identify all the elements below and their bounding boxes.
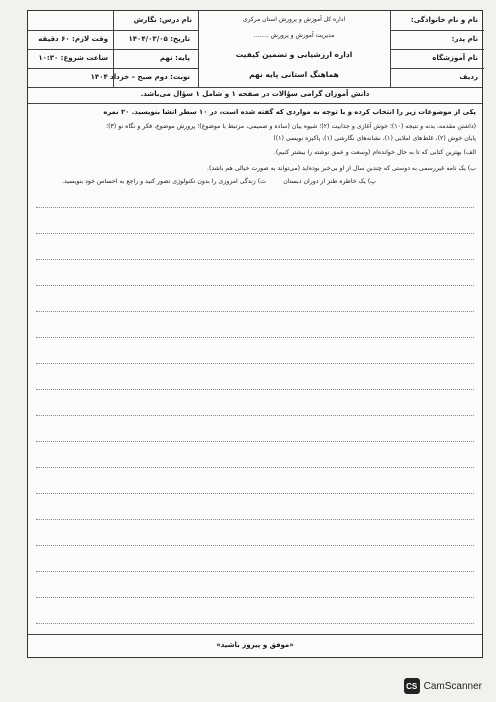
writing-line: [36, 311, 474, 312]
writing-line: [36, 623, 474, 624]
exam-sheet: [27, 10, 483, 658]
camscanner-watermark: [404, 676, 482, 696]
org-line-3: اداره ارزشیابی و تضمین کیفیت: [235, 50, 353, 59]
writing-line: [36, 207, 474, 208]
writing-line: [36, 493, 474, 494]
session-field: نوبت: دوم صبح – خرداد ۱۴۰۴: [90, 73, 190, 81]
date-field: تاریخ: ۱۴۰۴/۰۳/۰۵: [128, 35, 190, 43]
writing-line: [36, 545, 474, 546]
subject-field: نام درس: نگارش: [133, 16, 192, 24]
writing-line: [36, 415, 474, 416]
footer-divider: [28, 634, 482, 635]
writing-line: [36, 441, 474, 442]
exam-header: [28, 11, 482, 87]
student-name-label: نام و نام خانوادگی:: [410, 16, 478, 24]
duration-field: وقت لازم: ۶۰ دقیقه: [38, 35, 108, 43]
row-divider: [28, 49, 198, 50]
writing-line: [36, 363, 474, 364]
start-time-field: ساعت شروع: ۱۰:۳۰: [38, 54, 108, 62]
writing-line: [36, 285, 474, 286]
writing-line: [36, 233, 474, 234]
header-bottom-border: [28, 87, 482, 88]
topic-option-d: ت) زندگی امروزی را بدون تکنولوژی تصور کنید و راجع به احساس خود بنویسید.: [62, 178, 266, 185]
intro-divider: [28, 103, 482, 104]
topic-option-b: ب) یک نامه غیررسمی به دوستی که چندین سال از او بی‌خبر بوده‌اید (می‌تواند به صورت خیالی هم باشد).: [207, 165, 476, 172]
row-number-label: ردیف: [459, 73, 478, 81]
row-divider: [28, 68, 198, 69]
writing-line: [36, 597, 474, 598]
header-divider-left: [198, 11, 199, 87]
row-divider: [390, 68, 484, 69]
writing-line: [36, 259, 474, 260]
writing-line: [36, 519, 474, 520]
camscanner-brand: CamScanner: [423, 680, 482, 692]
footer-wish: «موفق و پیروز باشید»: [216, 641, 294, 649]
grade-field: پایه: نهم: [159, 54, 190, 62]
topic-option-c: پ) یک خاطره طنز از دوران دبستان: [283, 178, 376, 185]
criteria-line-2: پایان خوش (۲)، غلط‌های املایی (۱)، نشانه‌های نگارشی (۱)، پاکیزه نویسی (۱)): [273, 135, 476, 142]
row-divider: [390, 30, 484, 31]
writing-line: [36, 467, 474, 468]
row-divider: [390, 49, 484, 50]
intro-text: دانش آموزان گرامی سؤالات در صفحه ۱ و شامل ۱ سؤال می‌باشد.: [140, 90, 370, 98]
father-name-label: نام پدر:: [451, 35, 478, 43]
camscanner-logo-icon: CS: [404, 678, 420, 694]
topic-option-a: الف) بهترین کتابی که تا به حال خوانده‌ام (وسعت و عمق نوشته را بیشتر کنیم).: [273, 149, 476, 156]
writing-line: [36, 337, 474, 338]
org-line-2: مدیریت آموزش و پرورش ........: [253, 32, 335, 39]
org-line-1: اداره کل آموزش و پرورش استان مرکزی: [242, 16, 346, 23]
writing-line: [36, 389, 474, 390]
row-divider: [28, 30, 198, 31]
criteria-line-1: (داشتن مقدمه، بدنه و نتیجه (۱۰)؛ خوش آغازی و جذابیت (۲)؛ شیوه بیان (ساده و صمیمی، مرتبط با موضوع)؛ پرورش موضوع، فکر و نگاه نو (۳)؛: [106, 123, 476, 130]
school-name-label: نام آموزشگاه: [432, 54, 478, 62]
question-instruction: یکی از موضوعات زیر را انتخاب کرده و با توجه به مواردی که گفته شده است، در ۱۰ سطر انشا بنویسید. ۲۰ نمره: [103, 108, 476, 116]
exam-title: هماهنگ استانی پایه نهم: [249, 70, 339, 79]
writing-line: [36, 571, 474, 572]
